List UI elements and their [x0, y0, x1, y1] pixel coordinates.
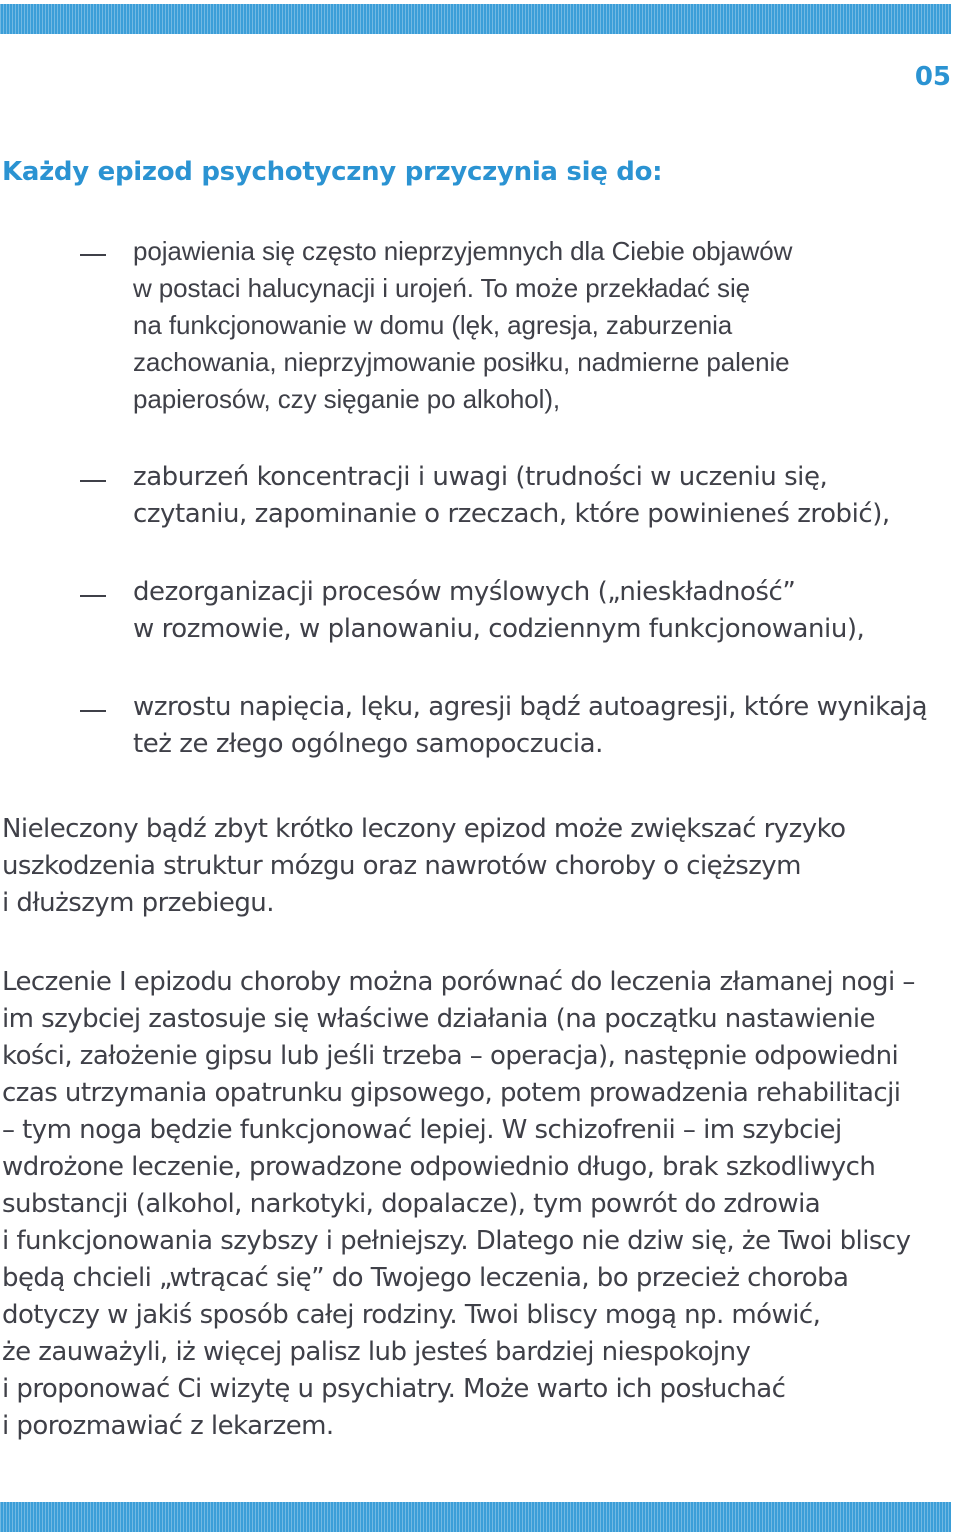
- text-line: Leczenie I epizodu choroby można porównać do leczenia złamanej nogi –: [2, 967, 915, 997]
- list-item: [0, 233, 960, 418]
- list-item: [0, 689, 960, 763]
- text-line: czas utrzymania opatrunku gipsowego, potem prowadzenia rehabilitacji: [2, 1078, 901, 1108]
- text-line: kości, założenie gipsu lub jeśli trzeba – operacja), następnie odpowiedni: [2, 1041, 899, 1071]
- text-line: na funkcjonowanie w domu (lęk, agresja, zaburzenia: [133, 310, 733, 340]
- text-line: wzrostu napięcia, lęku, agresji bądź autoagresji, które wynikają: [133, 692, 928, 722]
- text-line: Nieleczony bądź zbyt krótko leczony epizod może zwiększać ryzyko: [2, 814, 846, 844]
- text-line: uszkodzenia struktur mózgu oraz nawrotów choroby o cięższym: [2, 851, 801, 881]
- dash-bullet-icon: [80, 595, 106, 597]
- text-line: też ze złego ogólnego samopoczucia.: [133, 729, 603, 759]
- text-line: – tym noga będzie funkcjonować lepiej. W schizofrenii – im szybciej: [2, 1115, 842, 1145]
- bullet-list: [0, 233, 960, 763]
- list-item: [0, 574, 960, 648]
- text-line: dotyczy w jakiś sposób całej rodziny. Twoi bliscy mogą np. mówić,: [2, 1300, 821, 1330]
- text-line: im szybciej zastosuje się właściwe działania (na początku nastawienie: [2, 1004, 875, 1034]
- text-line: i proponować Ci wizytę u psychiatry. Może warto ich posłuchać: [2, 1374, 786, 1404]
- paragraph-treatment-comparison: [2, 964, 915, 1445]
- list-item: [0, 459, 960, 533]
- text-line: papierosów, czy sięganie po alkohol),: [133, 384, 561, 414]
- page-number: 05: [914, 62, 951, 92]
- top-decorative-band: [0, 4, 951, 34]
- text-line: zaburzeń koncentracji i uwagi (trudności w uczeniu się,: [133, 462, 828, 492]
- text-line: dezorganizacji procesów myślowych („nieskładność”: [133, 577, 796, 607]
- paragraph-untreated-episode: [2, 811, 846, 922]
- text-line: będą chcieli „wtrącać się” do Twojego leczenia, bo przecież choroba: [2, 1263, 849, 1293]
- dash-bullet-icon: [80, 480, 106, 482]
- section-heading: Każdy epizod psychotyczny przyczynia się do:: [2, 157, 663, 187]
- text-line: wdrożone leczenie, prowadzone odpowiednio długo, brak szkodliwych: [2, 1152, 876, 1182]
- text-line: pojawienia się często nieprzyjemnych dla Ciebie objawów: [133, 236, 793, 266]
- dash-bullet-icon: [80, 710, 106, 712]
- text-line: czytaniu, zapominanie o rzeczach, które powinieneś zrobić),: [133, 499, 890, 529]
- bottom-decorative-band: [0, 1502, 951, 1532]
- text-line: że zauważyli, iż więcej palisz lub jesteś bardziej niespokojny: [2, 1337, 751, 1367]
- text-line: i porozmawiać z lekarzem.: [2, 1411, 334, 1441]
- dash-bullet-icon: [80, 254, 106, 256]
- text-line: zachowania, nieprzyjmowanie posiłku, nadmierne palenie: [133, 347, 790, 377]
- text-line: i dłuższym przebiegu.: [2, 888, 274, 918]
- text-line: w rozmowie, w planowaniu, codziennym funkcjonowaniu),: [133, 614, 865, 644]
- text-line: substancji (alkohol, narkotyki, dopalacze), tym powrót do zdrowia: [2, 1189, 821, 1219]
- text-line: w postaci halucynacji i urojeń. To może przekładać się: [133, 273, 750, 303]
- text-line: i funkcjonowania szybszy i pełniejszy. Dlatego nie dziw się, że Twoi bliscy: [2, 1226, 911, 1256]
